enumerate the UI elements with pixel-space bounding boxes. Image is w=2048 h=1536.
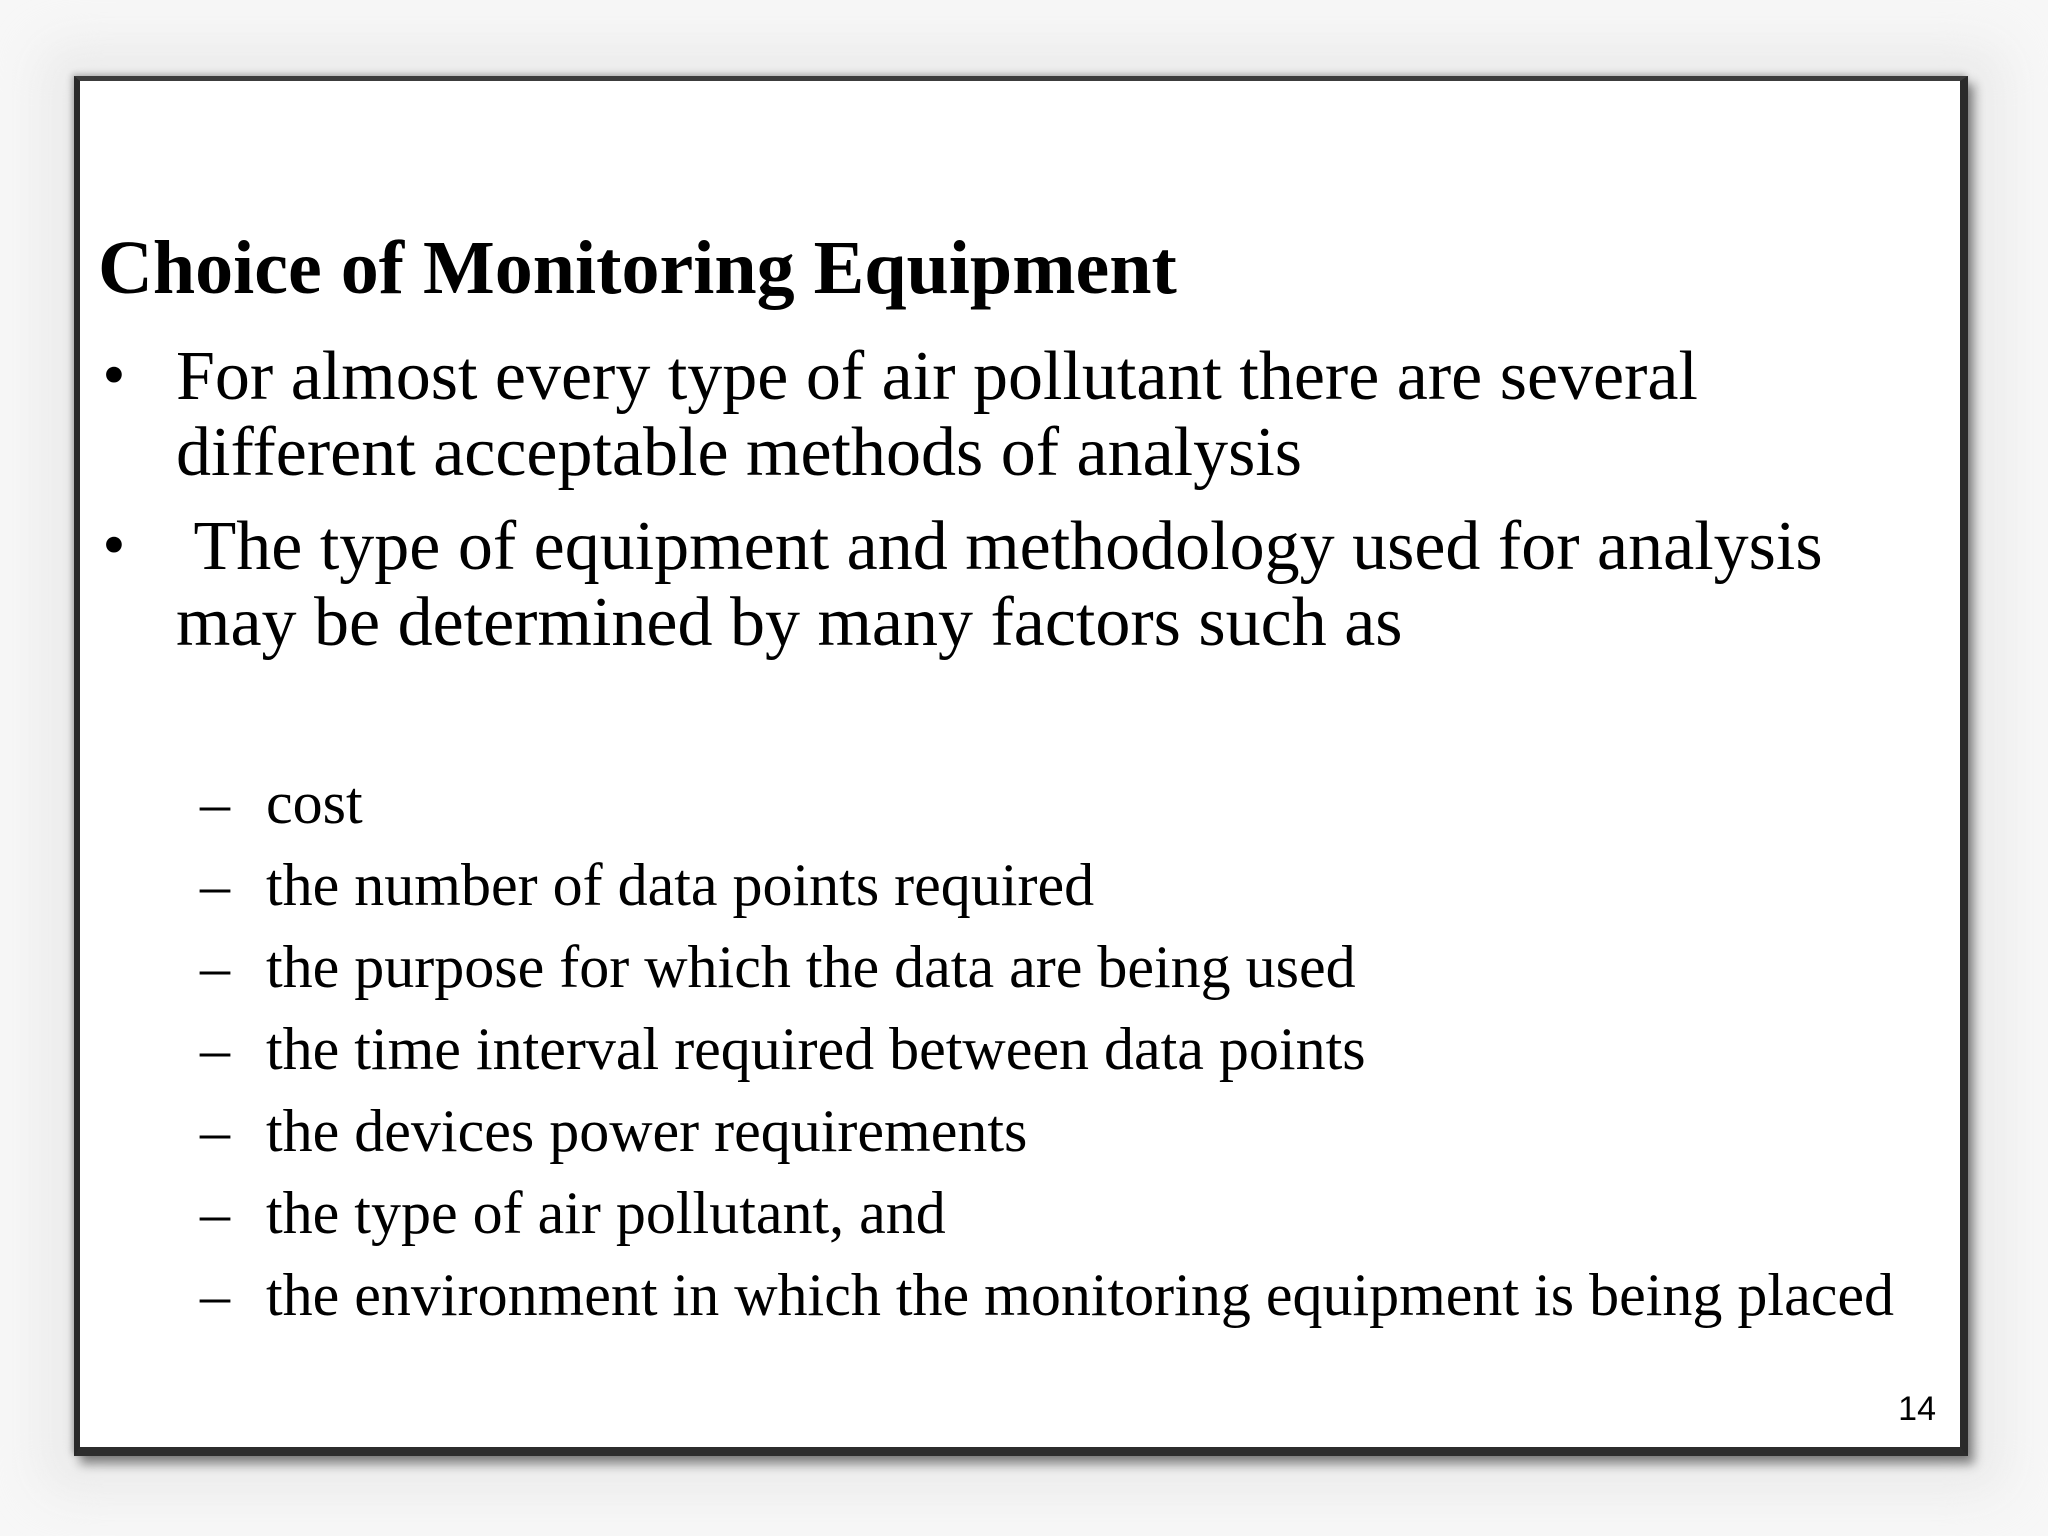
factor-item bbox=[80, 1017, 1946, 1081]
factor-item bbox=[80, 935, 1946, 999]
bullet-symbol: • bbox=[98, 515, 130, 578]
factor-item bbox=[80, 1181, 1946, 1245]
factor-text: the number of data points required bbox=[266, 852, 1095, 918]
bullet-list bbox=[80, 339, 1960, 679]
dash-symbol: – bbox=[200, 1180, 230, 1246]
factor-text: the purpose for which the data are being used bbox=[266, 934, 1356, 1000]
dash-symbol: – bbox=[200, 1016, 230, 1082]
page-number: 14 bbox=[1898, 1390, 1936, 1428]
factor-text: the environment in which the monitoring equipment is being placed bbox=[266, 1262, 1894, 1328]
factor-text: the time interval required between data points bbox=[266, 1016, 1366, 1082]
bullet-item bbox=[80, 509, 1936, 661]
slide-title: Choice of Monitoring Equipment bbox=[98, 226, 1177, 310]
factor-item bbox=[80, 1099, 1946, 1163]
dash-symbol: – bbox=[200, 1098, 230, 1164]
factor-text: the type of air pollutant, and bbox=[266, 1180, 946, 1246]
bullet-symbol: • bbox=[98, 345, 130, 408]
bullet-item bbox=[80, 339, 1936, 491]
factor-text: cost bbox=[266, 770, 363, 836]
factor-item bbox=[80, 853, 1946, 917]
dash-symbol: – bbox=[200, 852, 230, 918]
bullet-text: The type of equipment and methodology used for analysis may be determined by many factors such as bbox=[176, 508, 1823, 661]
slide bbox=[74, 76, 1968, 1456]
dash-symbol: – bbox=[200, 1262, 230, 1328]
factor-text: the devices power requirements bbox=[266, 1098, 1028, 1164]
dash-symbol: – bbox=[200, 770, 230, 836]
factor-item bbox=[80, 1263, 1946, 1327]
factor-item bbox=[80, 771, 1946, 835]
dash-symbol: – bbox=[200, 934, 230, 1000]
bullet-text: For almost every type of air pollutant there are several different acceptable methods of analysis bbox=[176, 338, 1698, 491]
factor-list bbox=[80, 771, 1960, 1345]
